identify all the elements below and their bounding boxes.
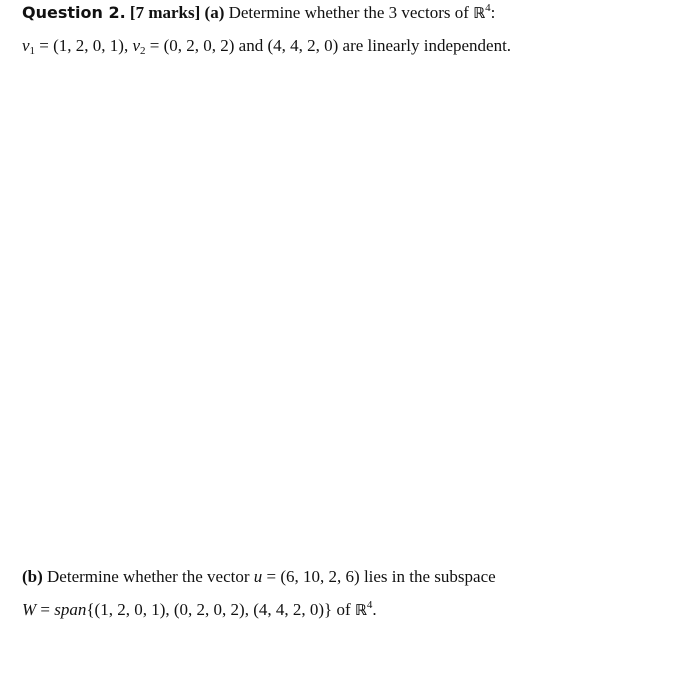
period: . [372,600,377,619]
field-power-b: 4 [366,599,373,611]
part-a-label: (a) [204,3,225,22]
part-b-line-1 [22,567,496,587]
v2-subscript: 2 [140,45,146,57]
w-equals: = [36,600,55,619]
question-heading: Question 2. [22,3,126,22]
span-word: span [54,600,87,619]
question-marks: [7 marks] [129,3,201,22]
w-variable: W [22,600,37,619]
colon: : [490,3,496,22]
part-a-prompt: Determine whether the 3 vectors of [228,3,469,22]
u-value: = (6, 10, 2, 6) lies in the subspace [262,567,496,586]
v1-value: = (1, 2, 0, 1), [35,36,133,55]
real-field-symbol-b: ℝ [354,601,367,619]
part-b-line-2 [22,600,377,620]
v2-value: = (0, 2, 0, 2) and (4, 4, 2, 0) are linearly independent. [145,36,512,55]
of-word: of [332,600,355,619]
span-set: {(1, 2, 0, 1), (0, 2, 0, 2), (4, 4, 2, 0)} [86,600,333,619]
u-variable: u [253,567,263,586]
field-power: 4 [485,2,491,14]
v1-subscript: 1 [29,45,36,57]
v1-variable: v [22,36,30,55]
part-a-line-1 [22,3,495,23]
part-a-line-2 [22,36,511,56]
part-b-label: (b) [22,567,43,586]
real-field-symbol: ℝ [473,4,486,22]
part-b-prompt: Determine whether the vector [47,567,250,586]
v2-variable: v [132,36,141,55]
